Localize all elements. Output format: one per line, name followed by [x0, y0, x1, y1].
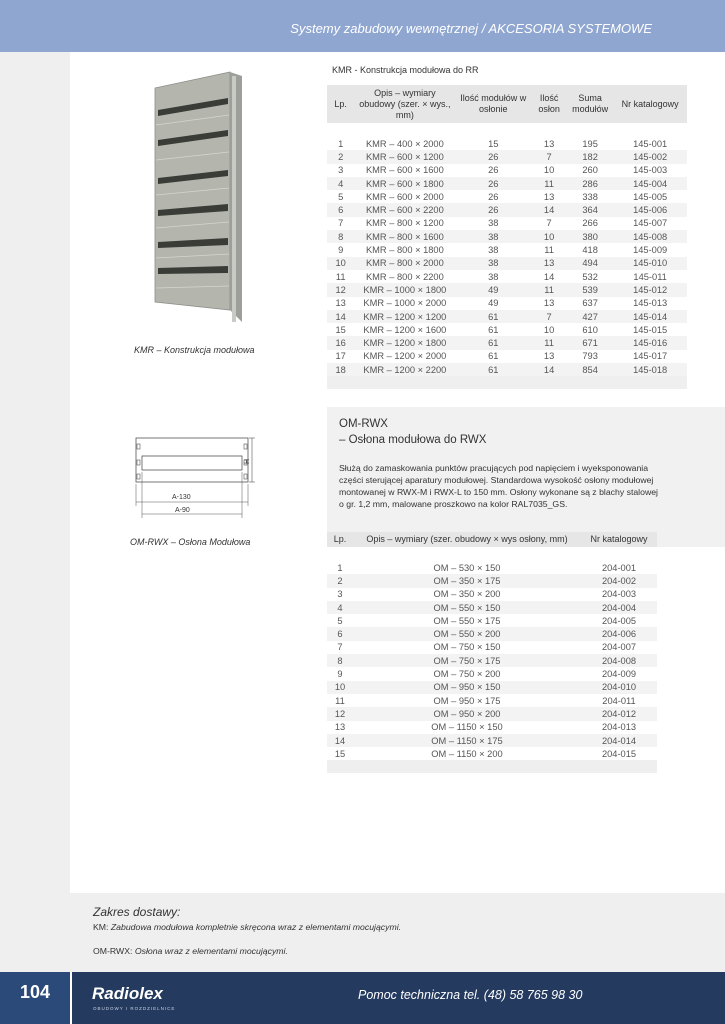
delivery-scope-km-text: Zabudowa modułowa kompletnie skręcona wraz z elementami mocującymi.: [110, 922, 402, 932]
om-cell-lp: 14: [327, 734, 353, 747]
om-cell-desc: OM – 550 × 150: [353, 601, 581, 614]
om-cell-lp: 9: [337, 669, 343, 680]
kmr-cell-covers: 14: [531, 203, 567, 216]
kmr-cell-modules: 61: [455, 336, 531, 349]
kmr-cell-lp: 3: [338, 165, 344, 176]
om-row: [327, 707, 657, 720]
kmr-row: [327, 257, 687, 270]
delivery-scope-km: [93, 922, 401, 932]
kmr-cell-modules: 26: [488, 191, 499, 202]
kmr-cell-sum: 539: [567, 283, 613, 296]
kmr-cell-modules: 26: [455, 177, 531, 190]
kmr-cell-sum: 195: [582, 138, 598, 149]
kmr-row: [327, 270, 687, 283]
om-cell-catalog: 204-009: [601, 669, 637, 680]
om-description: Służą do zamaskowania punktów pracujących pod napięciem i wyeksponowania części sterującej aparatury modułowej. Standardowa wysokość osłony modułowej montowanej w RWX-M i RWX-L to 150 mm. Osłony wykonane są z blachy stalowej o gr. 1,2 mm, malowane proszkowo na kolor RAL7035_GS.: [339, 463, 658, 510]
kmr-col-desc: Opis – wymiary obudowy (szer. × wys., mm): [354, 85, 455, 123]
header-title: Systemy zabudowy wewnętrznej / AKCESORIA SYSTEMOWE: [290, 21, 652, 36]
kmr-cell-covers: 14: [531, 363, 567, 376]
kmr-cell-catalog: 145-016: [613, 336, 687, 349]
kmr-cell-covers: 7: [531, 310, 567, 323]
brand-subtitle: OBUDOWY I ROZDZIELNICE: [93, 1006, 176, 1011]
diagram-inner-label: A-90: [175, 507, 190, 514]
kmr-cell-sum: 418: [582, 245, 598, 256]
kmr-cell-lp: 7: [338, 218, 344, 229]
om-cell-catalog: 204-007: [601, 642, 637, 653]
diagram-outer-label: A-130: [172, 494, 191, 501]
om-title-line2: – Osłona modułowa do RWX: [339, 434, 487, 446]
om-cell-desc: OM – 550 × 200: [353, 627, 581, 640]
kmr-cell-catalog: 145-009: [633, 245, 668, 256]
kmr-cell-covers: 11: [531, 283, 567, 296]
kmr-cell-modules: 61: [455, 363, 531, 376]
kmr-cell-lp: 13: [335, 298, 346, 309]
om-cell-catalog: 204-015: [601, 748, 637, 759]
kmr-cell-desc: KMR – 600 × 2000: [365, 191, 444, 202]
kmr-cell-modules: 26: [455, 203, 531, 216]
brand-logo: Radiolex: [92, 984, 163, 1003]
om-cell-desc: OM – 750 × 200: [433, 669, 501, 680]
om-cell-lp: 1: [337, 562, 343, 573]
kmr-cell-sum: 182: [567, 150, 613, 163]
kmr-cell-catalog: 145-011: [633, 271, 667, 282]
om-cell-desc: OM – 1150 × 150: [431, 722, 503, 733]
om-cell-desc: OM – 350 × 175: [353, 574, 581, 587]
kmr-cell-sum: 260: [582, 165, 598, 176]
kmr-cell-modules: 61: [488, 351, 499, 362]
om-cell-desc: OM – 750 × 175: [353, 654, 581, 667]
kmr-table-header: [327, 85, 687, 123]
kmr-cell-sum: 637: [582, 298, 598, 309]
kmr-cell-modules: 15: [488, 138, 499, 149]
kmr-cell-catalog: 145-007: [633, 218, 668, 229]
delivery-scope-om: [93, 946, 288, 956]
kmr-cell-lp: 15: [335, 324, 346, 335]
kmr-row: [327, 230, 687, 243]
om-cell-lp: 13: [334, 722, 346, 733]
kmr-cell-modules: 26: [488, 165, 499, 176]
om-row: [327, 681, 657, 694]
om-cell-lp: 5: [337, 615, 343, 626]
kmr-cell-modules: 61: [488, 324, 499, 335]
om-cell-catalog: 204-005: [601, 615, 637, 626]
om-cell-desc: OM – 1150 × 175: [353, 734, 581, 747]
kmr-cell-sum: 793: [582, 351, 598, 362]
kmr-cell-lp: 1: [338, 138, 344, 149]
om-cell-lp: 8: [327, 654, 353, 667]
kmr-col-lp: Lp.: [327, 85, 354, 123]
kmr-cell-lp: 8: [327, 230, 354, 243]
om-row: [327, 667, 657, 680]
kmr-row: [327, 150, 687, 163]
om-row: [327, 734, 657, 747]
om-row: [327, 601, 657, 614]
kmr-cell-catalog: 145-012: [613, 283, 687, 296]
om-cell-catalog: 204-004: [581, 601, 657, 614]
kmr-cell-desc: KMR – 600 × 1800: [354, 177, 455, 190]
delivery-scope-km-prefix: KM:: [93, 922, 109, 932]
kmr-cell-covers: 14: [543, 271, 555, 282]
kmr-cell-desc: KMR – 1000 × 1800: [354, 283, 455, 296]
kmr-cell-covers: 10: [531, 230, 567, 243]
om-title: [339, 416, 486, 448]
kmr-cell-catalog: 145-004: [613, 177, 687, 190]
kmr-table-title: KMR - Konstrukcja modułowa do RR: [332, 65, 479, 75]
om-cell-desc: OM – 950 × 200: [353, 707, 581, 720]
kmr-cell-sum: 610: [582, 324, 598, 335]
kmr-cell-modules: 49: [488, 298, 499, 309]
om-cell-catalog: 204-010: [581, 681, 657, 694]
om-caption: OM-RWX – Osłona Modułowa: [130, 537, 251, 547]
kmr-cell-lp: 17: [335, 351, 346, 362]
kmr-cell-desc: KMR – 1000 × 2000: [363, 298, 447, 309]
kmr-row: [327, 190, 687, 203]
kmr-cell-catalog: 145-001: [633, 138, 668, 149]
om-row: [327, 654, 657, 667]
kmr-cell-desc: KMR – 800 × 1800: [365, 245, 444, 256]
kmr-cell-modules: 49: [455, 283, 531, 296]
kmr-row: [327, 297, 687, 310]
kmr-cell-lp: 14: [327, 310, 354, 323]
delivery-scope-om-prefix: OM-RWX:: [93, 946, 133, 956]
om-cell-catalog: 204-008: [581, 654, 657, 667]
kmr-table-end: [327, 376, 687, 389]
kmr-cell-desc: KMR – 600 × 1200: [354, 150, 455, 163]
kmr-cell-desc: KMR – 800 × 1600: [354, 230, 455, 243]
om-cell-catalog: 204-006: [581, 627, 657, 640]
om-cell-lp: 7: [337, 642, 343, 653]
kmr-cell-lp: 18: [327, 363, 354, 376]
kmr-table: [327, 85, 687, 389]
kmr-cell-catalog: 145-014: [613, 310, 687, 323]
kmr-row: [327, 217, 687, 230]
kmr-cell-lp: 16: [327, 336, 354, 349]
kmr-cell-modules: 38: [455, 230, 531, 243]
om-row: [327, 747, 657, 760]
kmr-row: [327, 363, 687, 376]
om-cell-catalog: 204-011: [602, 695, 636, 706]
technical-help-phone: Pomoc techniczna tel. (48) 58 765 98 30: [358, 988, 583, 1002]
om-table-end: [327, 760, 657, 773]
kmr-cell-catalog: 145-013: [633, 298, 668, 309]
kmr-cell-lp: 9: [338, 245, 344, 256]
delivery-scope-title: Zakres dostawy:: [93, 905, 181, 919]
kmr-cell-covers: 10: [543, 165, 555, 176]
kmr-cell-catalog: 145-002: [613, 150, 687, 163]
kmr-cell-lp: 6: [327, 203, 354, 216]
om-col-lp: Lp.: [327, 532, 353, 547]
om-cell-desc: OM – 1150 × 200: [431, 748, 503, 759]
kmr-row: [327, 336, 687, 349]
kmr-cell-desc: KMR – 400 × 2000: [365, 138, 444, 149]
kmr-cell-desc: KMR – 800 × 1200: [365, 218, 444, 229]
kmr-cell-desc: KMR – 1200 × 2000: [363, 351, 447, 362]
kmr-cell-modules: 38: [488, 271, 499, 282]
kmr-row: [327, 203, 687, 216]
kmr-cell-lp: 10: [327, 257, 354, 270]
om-cell-lp: 11: [335, 695, 345, 706]
kmr-cell-sum: 671: [567, 336, 613, 349]
delivery-scope-om-text: Osłona wraz z elementami mocującymi.: [134, 946, 288, 956]
om-cell-catalog: 204-013: [601, 722, 637, 733]
kmr-cell-catalog: 145-010: [613, 257, 687, 270]
kmr-cell-desc: KMR – 600 × 2200: [354, 203, 455, 216]
kmr-cell-catalog: 145-018: [613, 363, 687, 376]
kmr-cell-lp: 11: [335, 271, 346, 282]
kmr-cell-sum: 364: [567, 203, 613, 216]
om-cell-catalog: 204-001: [601, 562, 637, 573]
kmr-product-image: [150, 70, 250, 330]
kmr-row: [327, 243, 687, 256]
om-cell-desc: OM – 950 × 150: [353, 681, 581, 694]
kmr-col-catalog: Nr katalogowy: [613, 85, 687, 123]
om-cell-catalog: 204-002: [581, 574, 657, 587]
om-cell-lp: 2: [327, 574, 353, 587]
kmr-row: [327, 350, 687, 363]
kmr-cell-modules: 38: [488, 218, 499, 229]
kmr-cell-covers: 13: [543, 191, 555, 202]
om-col-catalog: Nr katalogowy: [581, 532, 657, 547]
kmr-cell-covers: 13: [543, 298, 555, 309]
kmr-col-covers: Ilość osłon: [531, 85, 567, 123]
kmr-cell-sum: 380: [567, 230, 613, 243]
kmr-cell-lp: 4: [327, 177, 354, 190]
om-row: [327, 721, 657, 734]
kmr-cell-catalog: 145-008: [613, 230, 687, 243]
om-cell-lp: 12: [327, 707, 353, 720]
kmr-cell-lp: 2: [327, 150, 354, 163]
kmr-cell-modules: 38: [488, 245, 499, 256]
kmr-row: [327, 164, 687, 177]
kmr-col-modules: Ilość modułów w osłonie: [455, 85, 531, 123]
footer-divider: [70, 972, 72, 1024]
om-row: [327, 588, 657, 601]
om-cell-catalog: 204-003: [601, 589, 637, 600]
kmr-cell-catalog: 145-006: [613, 203, 687, 216]
left-margin-strip: [0, 52, 70, 972]
kmr-cell-covers: 13: [543, 351, 555, 362]
kmr-cell-lp: 5: [338, 191, 344, 202]
kmr-cell-catalog: 145-005: [633, 191, 668, 202]
kmr-cell-covers: 10: [543, 324, 555, 335]
kmr-row: [327, 283, 687, 296]
om-cell-desc: OM – 350 × 200: [433, 589, 501, 600]
kmr-cell-sum: 532: [582, 271, 598, 282]
om-row: [327, 574, 657, 587]
om-row: [327, 561, 657, 574]
om-cell-lp: 15: [334, 748, 346, 759]
om-cell-desc: OM – 550 × 175: [433, 615, 501, 626]
om-row: [327, 627, 657, 640]
om-cell-lp: 4: [327, 601, 353, 614]
kmr-cell-desc: KMR – 1200 × 1800: [354, 336, 455, 349]
kmr-cell-desc: KMR – 800 × 2200: [365, 271, 444, 282]
kmr-col-sum: Suma modułów: [567, 85, 613, 123]
kmr-cell-modules: 61: [455, 310, 531, 323]
kmr-cell-lp: 12: [327, 283, 354, 296]
kmr-cell-covers: 7: [531, 150, 567, 163]
kmr-cell-covers: 11: [531, 336, 567, 349]
kmr-cell-desc: KMR – 800 × 2000: [354, 257, 455, 270]
kmr-row: [327, 137, 687, 150]
kmr-cell-sum: 266: [582, 218, 598, 229]
kmr-cell-sum: 427: [567, 310, 613, 323]
kmr-cell-covers: 13: [543, 138, 555, 149]
page-number: 104: [0, 972, 70, 1024]
diagram-height-label: H: [244, 458, 251, 464]
kmr-cell-catalog: 145-003: [633, 165, 668, 176]
kmr-cell-modules: 38: [455, 257, 531, 270]
kmr-cell-modules: 26: [455, 150, 531, 163]
page-header: [0, 0, 725, 52]
om-cell-desc: OM – 950 × 175: [433, 695, 501, 706]
kmr-cell-catalog: 145-015: [633, 324, 668, 335]
om-row: [327, 614, 657, 627]
om-cell-catalog: 204-012: [581, 707, 657, 720]
om-title-line1: OM-RWX: [339, 418, 388, 430]
kmr-cell-desc: KMR – 1200 × 1600: [363, 324, 447, 335]
om-cell-desc: OM – 750 × 150: [433, 642, 501, 653]
om-table: [327, 532, 657, 773]
kmr-row: [327, 177, 687, 190]
kmr-cell-desc: KMR – 1200 × 2200: [354, 363, 455, 376]
om-cell-lp: 10: [327, 681, 353, 694]
om-cell-lp: 6: [327, 627, 353, 640]
om-table-header: [327, 532, 657, 547]
om-col-desc: Opis – wymiary (szer. obudowy × wys osłony, mm): [353, 532, 581, 547]
kmr-cell-covers: 11: [544, 245, 554, 256]
kmr-cell-sum: 494: [567, 257, 613, 270]
kmr-cell-catalog: 145-017: [633, 351, 668, 362]
om-cell-desc: OM – 530 × 150: [433, 562, 501, 573]
kmr-caption: KMR – Konstrukcja modułowa: [134, 345, 255, 355]
om-row: [327, 694, 657, 707]
om-cell-catalog: 204-014: [581, 734, 657, 747]
kmr-cell-covers: 13: [531, 257, 567, 270]
kmr-cell-covers: 11: [531, 177, 567, 190]
kmr-cell-desc: KMR – 1200 × 1200: [354, 310, 455, 323]
kmr-cell-sum: 286: [567, 177, 613, 190]
om-row: [327, 641, 657, 654]
kmr-cell-sum: 854: [567, 363, 613, 376]
kmr-cell-sum: 338: [582, 191, 598, 202]
kmr-row: [327, 323, 687, 336]
om-dimension-diagram: [128, 432, 258, 522]
kmr-row: [327, 310, 687, 323]
kmr-cell-desc: KMR – 600 × 1600: [365, 165, 444, 176]
kmr-cell-covers: 7: [546, 218, 552, 229]
om-cell-lp: 3: [337, 589, 343, 600]
page-footer: [0, 972, 725, 1024]
